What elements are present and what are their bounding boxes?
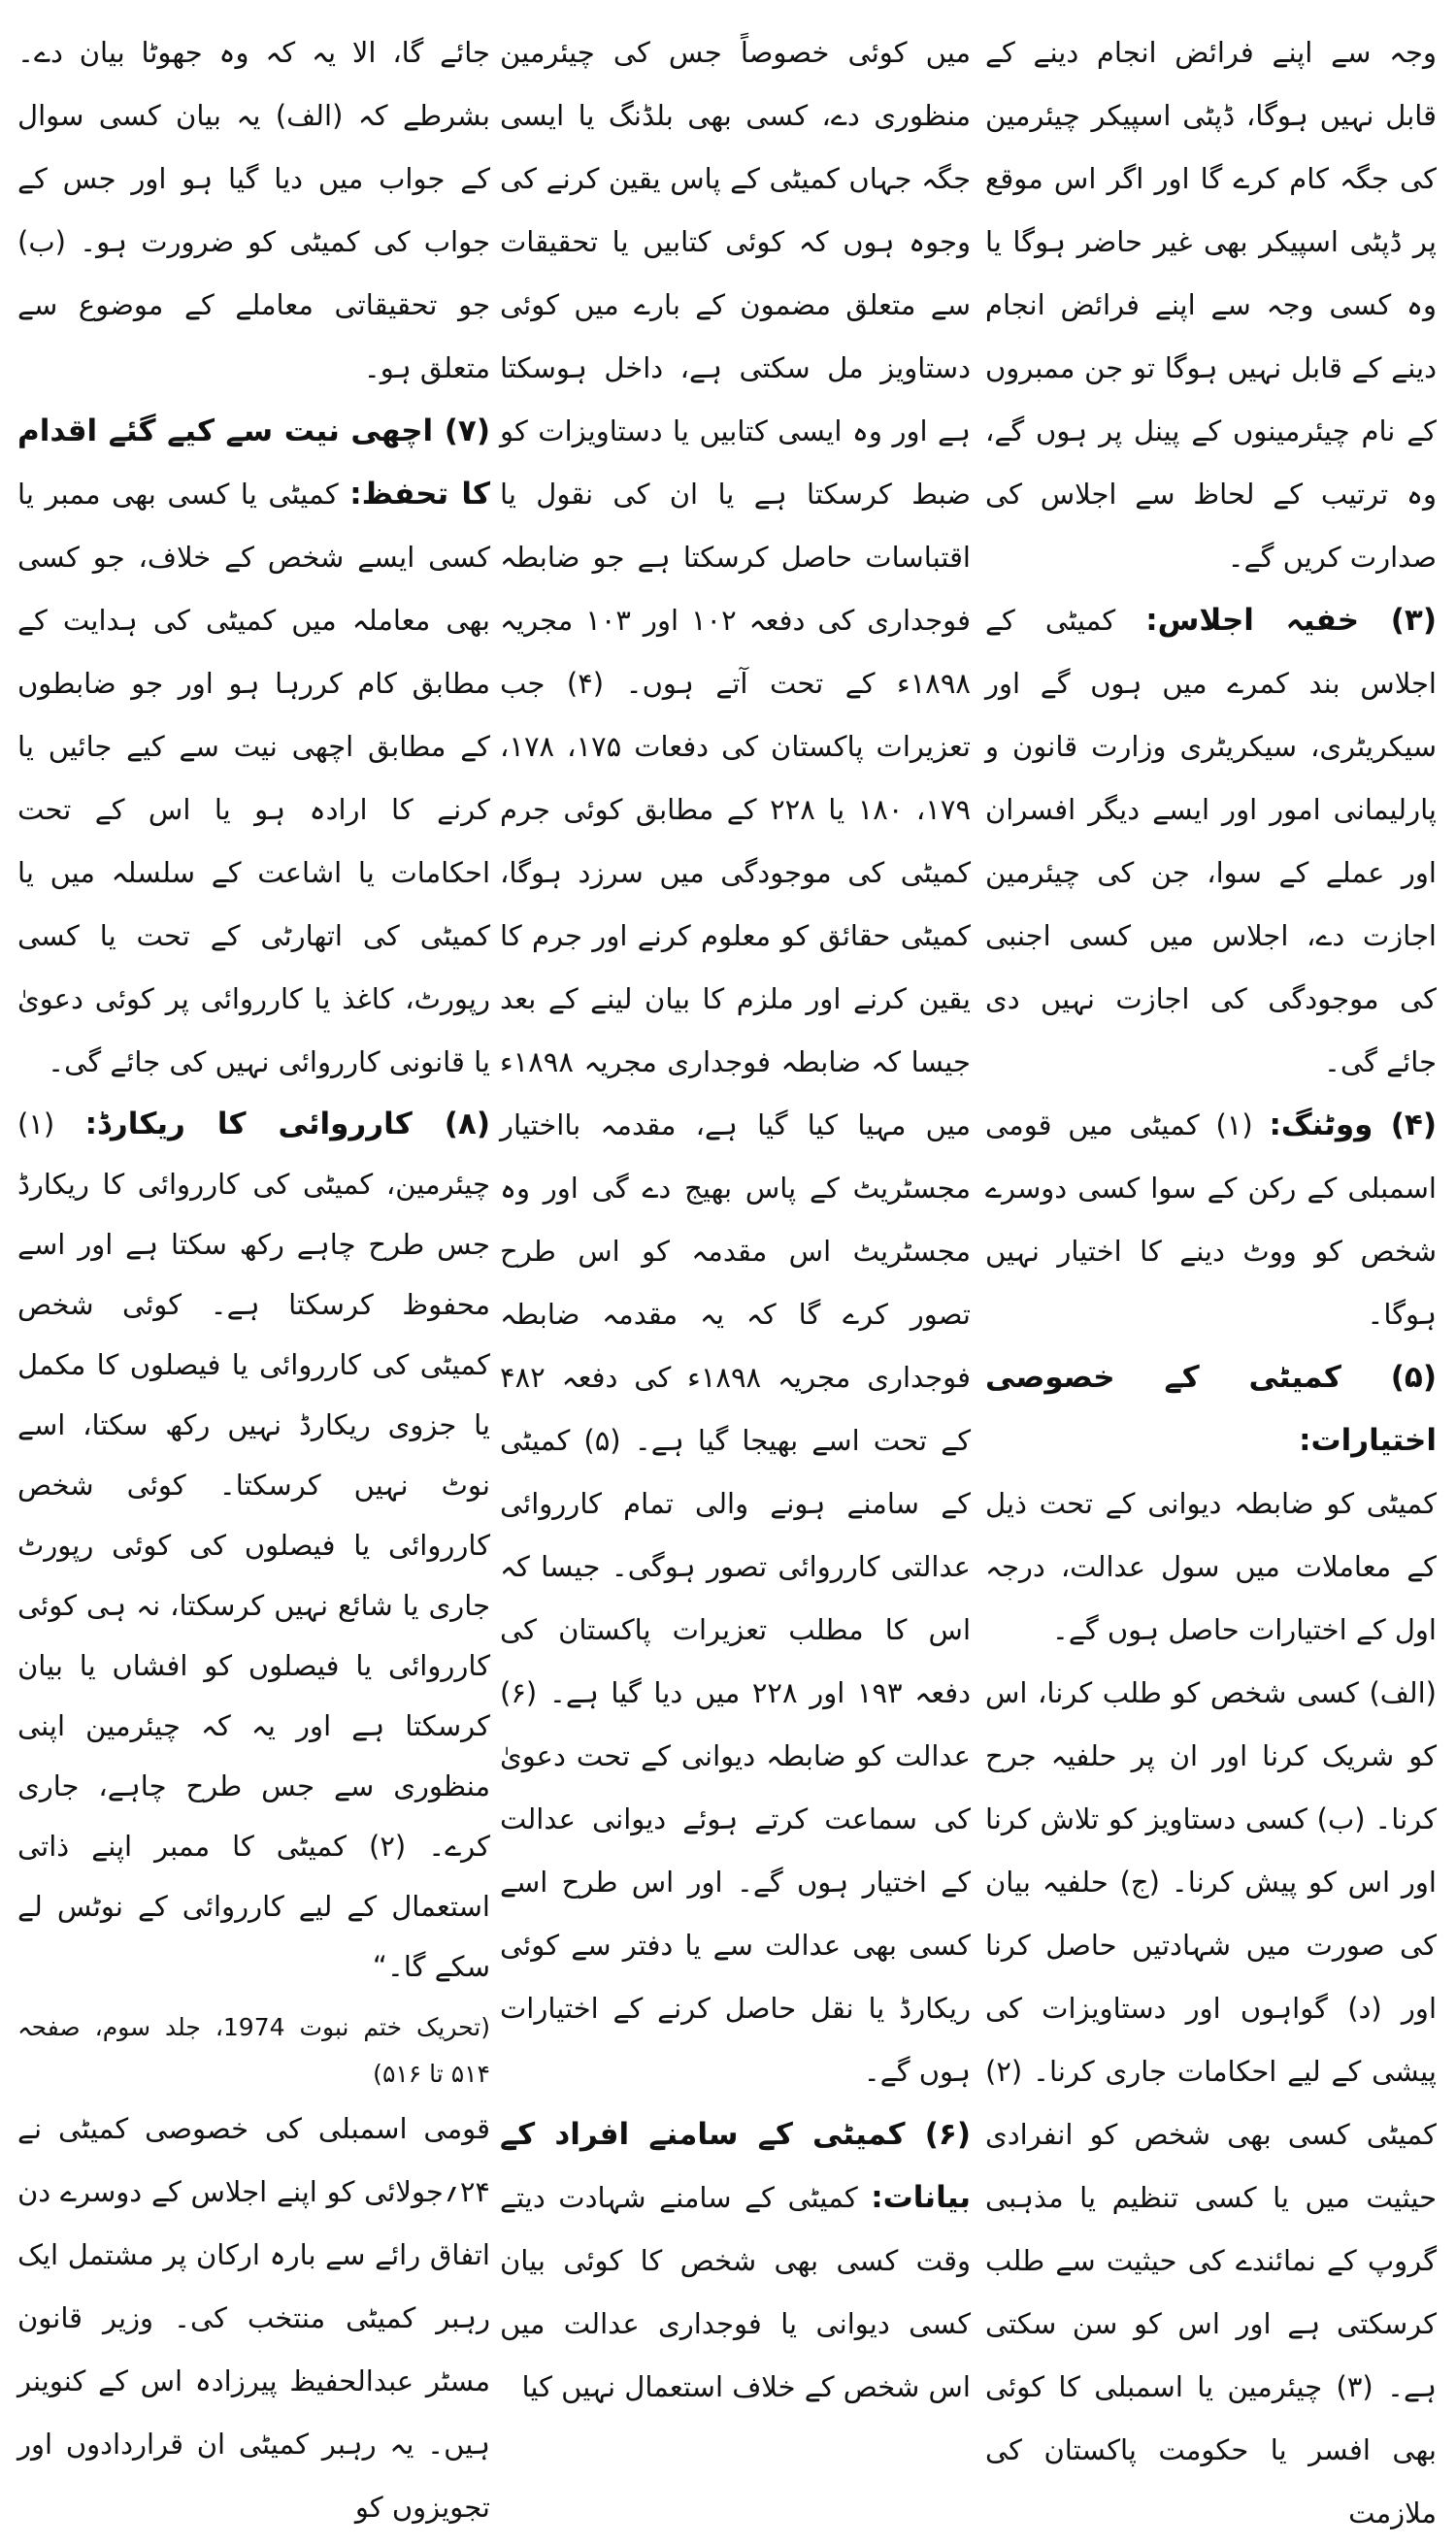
section-6-heading: (۶) کمیٹی کے سامنے افراد کے بیانات: (500, 2117, 971, 2215)
source-reference: (تحریک ختم نبوت 1974، جلد سوم، صفحہ ۵۱۴ تا ۵۱۶) (17, 2013, 490, 2088)
right-column (985, 21, 1438, 2529)
closing-paragraph: قومی اسمبلی کی خصوصی کمیٹی نے ۲۴؍جولائی کو اپنے اجلاس کے دوسرے دن اتفاق رائے سے بارہ ارکان پر مشتمل ایک رہبر کمیٹی منتخب کی۔ وزیر قانون مسٹر عبدالحفیظ پیرزادہ اس کے کنوینر ہیں۔ یہ رہبر کمیٹی ان قراردادوں اور تجویزوں کو (17, 2112, 490, 2524)
section-4-heading: (۴) ووٹنگ: (1269, 1107, 1438, 1142)
section-5-heading: (۵) کمیٹی کے خصوصی اختیارات: (985, 1360, 1437, 1458)
section-8-paragraph (17, 1094, 490, 1997)
continuation-paragraph: میں کوئی خصوصاً جس کی چیئرمین منظوری دے، کسی بھی بلڈنگ یا ایسی جگہ جہاں کمیٹی کے پاس یقین کرنے کی وجوہ ہوں کہ کوئی کتابیں یا تحقیقات سے متعلق مضمون کے بارے میں کوئی دستاویز مل سکتی ہے، داخل ہوسکتا ہے اور وہ ایسی کتابیں یا دستاویزات کو ضبط کرسکتا ہے یا ان کی نقول یا اقتباسات حاصل کرسکتا ہے جو ضابطہ فوجداری کی دفعہ ۱۰۲ اور ۱۰۳ مجریہ ۱۸۹۸ء کے تحت آتے ہوں۔ (۴) جب تعزیرات پاکستان کی دفعات ۱۷۵، ۱۷۸، ۱۷۹، ۱۸۰ یا ۲۲۸ کے مطابق کوئی جرم کمیٹی کی موجودگی میں سرزد ہوگا، کمیٹی حقائق کو معلوم کرنے اور جرم کا یقین کرنے اور ملزم کا بیان لینے کے بعد جیسا کہ ضابطہ فوجداری مجریہ ۱۸۹۸ء میں مہیا کیا گیا ہے، مقدمہ بااختیار مجسٹریٹ کے پاس بھیج دے گی اور وہ مجسٹریٹ اس مقدمہ کو اس طرح تصور کرے گا کہ یہ مقدمہ ضابطہ فوجداری مجریہ ۱۸۹۸ء کی دفعہ ۴۸۲ کے تحت اسے بھیجا گیا ہے۔ (۵) کمیٹی کے سامنے ہونے والی تمام کارروائی عدالتی کارروائی تصور ہوگی۔ جیسا کہ اس کا مطلب تعزیرات پاکستان کی دفعہ ۱۹۳ اور ۲۲۸ میں دیا گیا ہے۔ (۶) عدالت کو ضابطہ دیوانی کے تحت دعویٰ کی سماعت کرتے ہوئے دیوانی عدالت کے اختیار ہوں گے۔ اور اس طرح اسے کسی بھی عدالت سے یا دفتر سے کوئی ریکارڈ یا نقل حاصل کرنے کے اختیارات ہوں گے۔ (500, 36, 972, 2088)
section-8-heading: (۸) کارروائی کا ریکارڈ: (84, 1107, 490, 1141)
section-4-text: (۱) کمیٹی میں قومی اسمبلی کے رکن کے سوا کسی دوسرے شخص کو ووٹ دینے کا اختیار نہیں ہوگا۔ (985, 1108, 1437, 1331)
left-column (17, 21, 490, 2524)
continuation-paragraph: وجہ سے اپنے فرائض انجام دینے کے قابل نہیں ہوگا، ڈپٹی اسپیکر چیئرمین کی جگہ کام کرے گا اور اگر اس موقع پر ڈپٹی اسپیکر بھی غیر حاضر ہوگا یا وہ کسی وجہ سے اپنے فرائض انجام دینے کے قابل نہیں ہوگا تو جن ممبروں کے نام چیئرمینوں کے پینل پر ہوں گے، وہ ترتیب کے لحاظ سے اجلاس کی صدارت کریں گے۔ (985, 36, 1437, 574)
section-5-items: (الف) کسی شخص کو طلب کرنا، اس کو شریک کرنا اور ان پر حلفیہ جرح کرنا۔ (ب) کسی دستاویز کو تلاش کرنا اور اس کو پیش کرنا۔ (ج) حلفیہ بیان کی صورت میں شہادتیں حاصل کرنا اور (د) گواہوں اور دستاویزات کی پیشی کے لیے احکامات جاری کرنا۔ (۲) کمیٹی کسی بھی شخص کو انفرادی حیثیت میں یا کسی تنظیم یا مذہبی گروپ کے نمائندے کی حیثیت سے طلب کرسکتی ہے اور اس کو سن سکتی ہے۔ (۳) چیئرمین یا اسمبلی کا کوئی بھی افسر یا حکومت پاکستان کی ملازمت (985, 1676, 1437, 2529)
section-3-heading: (۳) خفیہ اجلاس: (1145, 603, 1438, 638)
section-7-paragraph (17, 400, 490, 1094)
section-6-text: کمیٹی کے سامنے شہادت دیتے وقت کسی بھی شخص کا کوئی بیان کسی دیوانی یا فوجداری عدالت میں اس شخص کے خلاف استعمال نہیں کیا (500, 2181, 971, 2403)
section-6-paragraph (500, 2103, 971, 2419)
section-5-text: کمیٹی کو ضابطہ دیوانی کے تحت ذیل کے معاملات میں سول عدالت، درجہ اول کے اختیارات حاصل ہوں گے۔ (985, 1487, 1437, 1646)
section-7-text: کمیٹی یا کسی بھی ممبر یا کسی ایسے شخص کے خلاف، جو کسی بھی معاملہ میں کمیٹی کی ہدایت کے مطابق کام کررہا ہو اور جو ضابطوں کے مطابق اچھی نیت سے کیے جائیں یا کرنے کا ارادہ ہو یا اس کے تحت احکامات یا اشاعت کے سلسلہ میں یا کمیٹی کی اتھارٹی کے تحت یا کسی رپورٹ، کاغذ یا کارروائی پر کوئی دعویٰ یا قانونی کارروائی نہیں کی جائے گی۔ (17, 478, 490, 1078)
section-8-text: (۱) چیئرمین، کمیٹی کی کارروائی کا ریکارڈ جس طرح چاہے رکھ سکتا ہے اور اسے محفوظ کرسکتا ہے۔ کوئی شخص کمیٹی کی کارروائی یا فیصلوں کا مکمل یا جزوی ریکارڈ نہیں رکھ سکتا، اسے نوٹ نہیں کرسکتا۔ کوئی شخص کارروائی یا فیصلوں کی کوئی رپورٹ جاری یا شائع نہیں کرسکتا، نہ ہی کوئی کارروائی یا فیصلوں کو افشاں یا بیان کرسکتا ہے اور یہ کہ چیئرمین اپنی منظوری سے جس طرح چاہے، جاری کرے۔ (۲) کمیٹی کا ممبر اپنے ذاتی استعمال کے لیے کارروائی کے نوٹس لے سکے گا۔“ (17, 1107, 490, 1983)
middle-column (500, 21, 972, 2403)
section-7-heading: (۷) اچھی نیت سے کیے گئے اقدام کا تحفظ: (17, 413, 490, 512)
section-4-paragraph (985, 1094, 1437, 1346)
section-3-paragraph (985, 589, 1437, 1094)
continuation-paragraph: جائے گا، الا یہ کہ وہ جھوٹا بیان دے۔ بشرطے کہ (الف) یہ بیان کسی سوال کے جواب میں دیا گیا ہو اور جس کے جواب کی کمیٹی کو ضرورت ہو۔ (ب) جو تحقیقاتی معاملے کے موضوع سے متعلق ہو۔ (17, 36, 490, 384)
section-3-text: کمیٹی کے اجلاس بند کمرے میں ہوں گے اور سیکریٹری، سیکریٹری وزارت قانون و پارلیمانی امور اور ایسے دیگر افسران اور عملے کے سوا، جن کی چیئرمین اجازت دے، اجلاس میں کسی اجنبی کی موجودگی کی اجازت نہیں دی جائے گی۔ (985, 604, 1437, 1078)
